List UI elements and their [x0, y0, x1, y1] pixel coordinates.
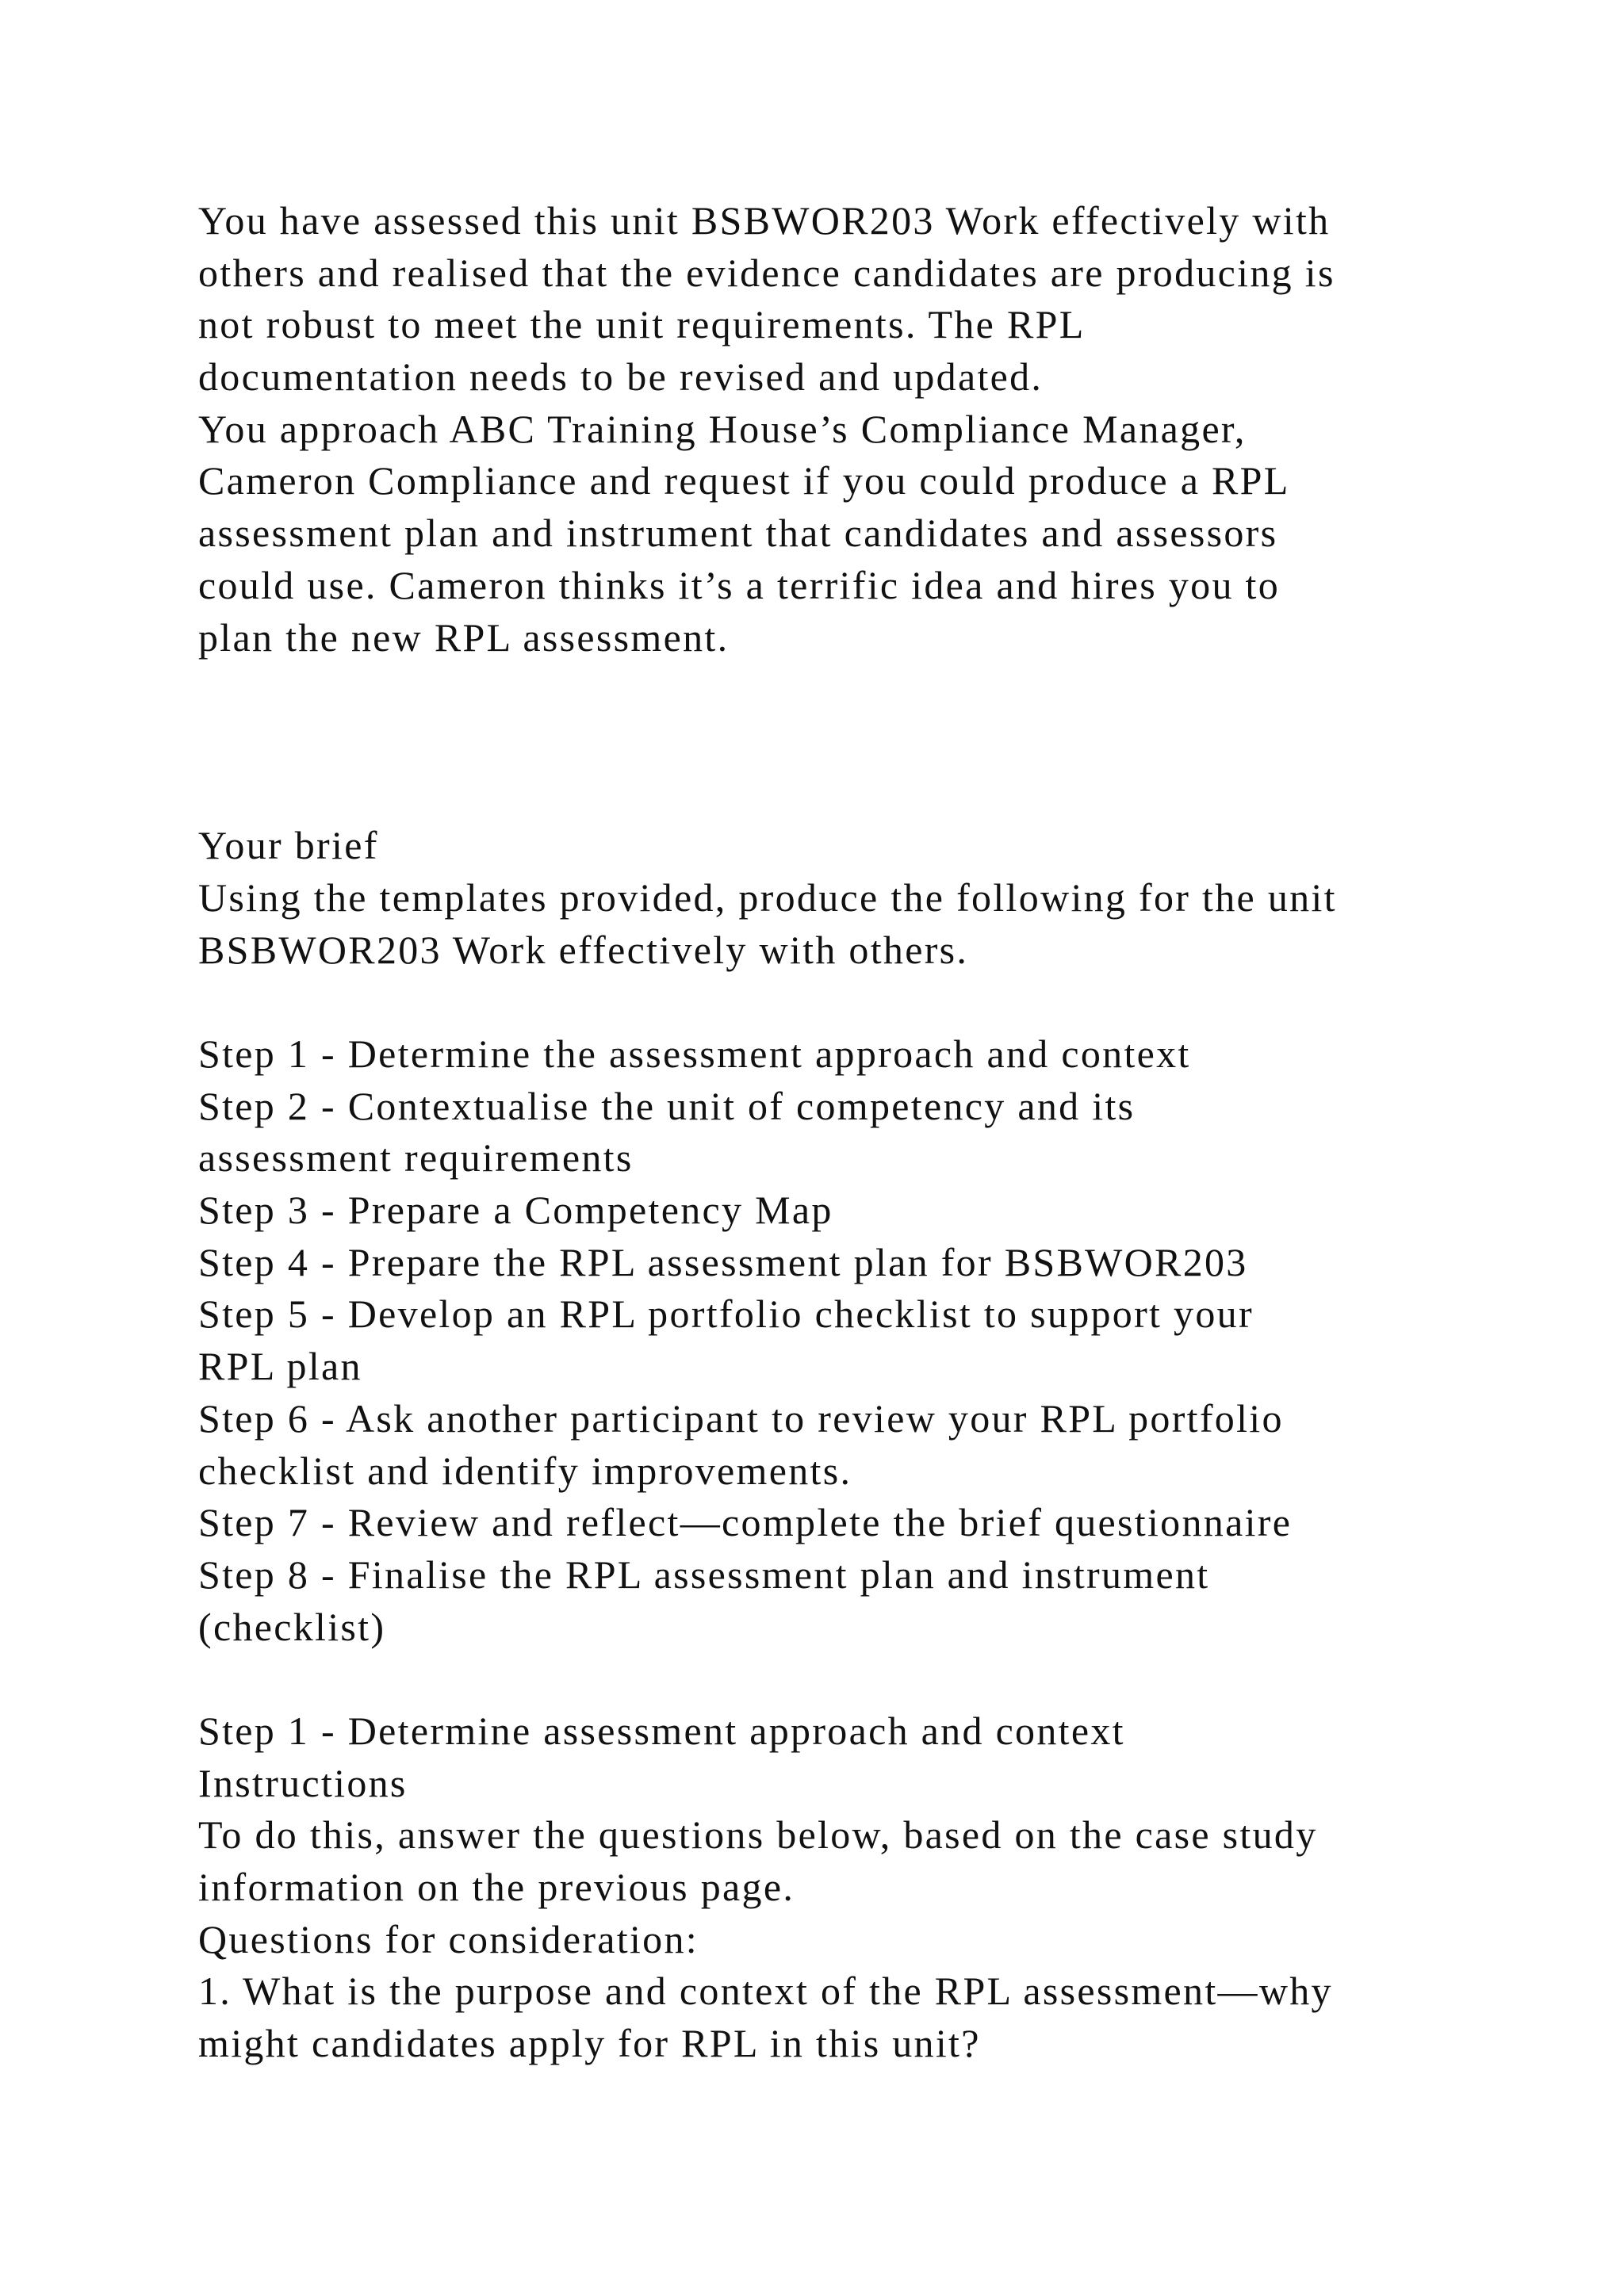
step-line: (checklist) [198, 1604, 386, 1649]
text-line: Cameron Compliance and request if you could produce a RPL [198, 458, 1290, 503]
text-line: could use. Cameron thinks it’s a terrific idea and hires you to [198, 562, 1281, 607]
text-line: Using the templates provided, produce the following for the unit [198, 874, 1337, 920]
step-line: Step 3 - Prepare a Competency Map [198, 1188, 833, 1233]
intro-paragraph [198, 195, 1499, 664]
text-line: To do this, answer the questions below, based on the case study [198, 1812, 1318, 1858]
step1-section [198, 1705, 1499, 2070]
instructions-heading: Instructions [198, 1760, 408, 1805]
blank-line [198, 716, 1499, 768]
question-line: might candidates apply for RPL in this unit? [198, 2021, 981, 2066]
blank-line [198, 1653, 1499, 1705]
brief-heading: Your brief [198, 823, 379, 868]
text-line: You have assessed this unit BSBWOR203 Work effectively with [198, 198, 1331, 243]
text-line: not robust to meet the unit requirements. The RPL [198, 302, 1086, 347]
blank-line [198, 768, 1499, 821]
step-line: Step 6 - Ask another participant to review your RPL portfolio [198, 1395, 1284, 1441]
step-line: assessment requirements [198, 1135, 634, 1181]
text-line: plan the new RPL assessment. [198, 614, 730, 660]
text-line: documentation needs to be revised and updated. [198, 354, 1044, 400]
blank-line [198, 976, 1499, 1028]
text-line: assessment plan and instrument that candidates and assessors [198, 511, 1278, 556]
steps-list [198, 1028, 1499, 1653]
step-line: Step 2 - Contextualise the unit of competency and its [198, 1083, 1136, 1128]
step-line: RPL plan [198, 1344, 362, 1389]
step-line: Step 1 - Determine the assessment approach and context [198, 1031, 1191, 1076]
document-body [198, 195, 1499, 2070]
text-line: others and realised that the evidence candidates are producing is [198, 250, 1335, 295]
text-line: information on the previous page. [198, 1865, 795, 1909]
text-line: BSBWOR203 Work effectively with others. [198, 927, 969, 972]
brief-section [198, 820, 1499, 976]
blank-line [198, 664, 1499, 716]
step-line: checklist and identify improvements. [198, 1448, 852, 1493]
step-line: Step 8 - Finalise the RPL assessment plan and instrument [198, 1552, 1210, 1597]
step1-heading: Step 1 - Determine assessment approach and context [198, 1708, 1125, 1753]
step-line: Step 5 - Develop an RPL portfolio checklist to support your [198, 1292, 1254, 1337]
question-line: 1. What is the purpose and context of the RPL assessment—why [198, 1969, 1333, 2014]
step-line: Step 7 - Review and reflect—complete the brief questionnaire [198, 1500, 1293, 1545]
step-line: Step 4 - Prepare the RPL assessment plan for BSBWOR203 [198, 1239, 1248, 1284]
questions-heading: Questions for consideration: [198, 1916, 699, 1961]
text-line: You approach ABC Training House’s Compliance Manager, [198, 406, 1247, 451]
